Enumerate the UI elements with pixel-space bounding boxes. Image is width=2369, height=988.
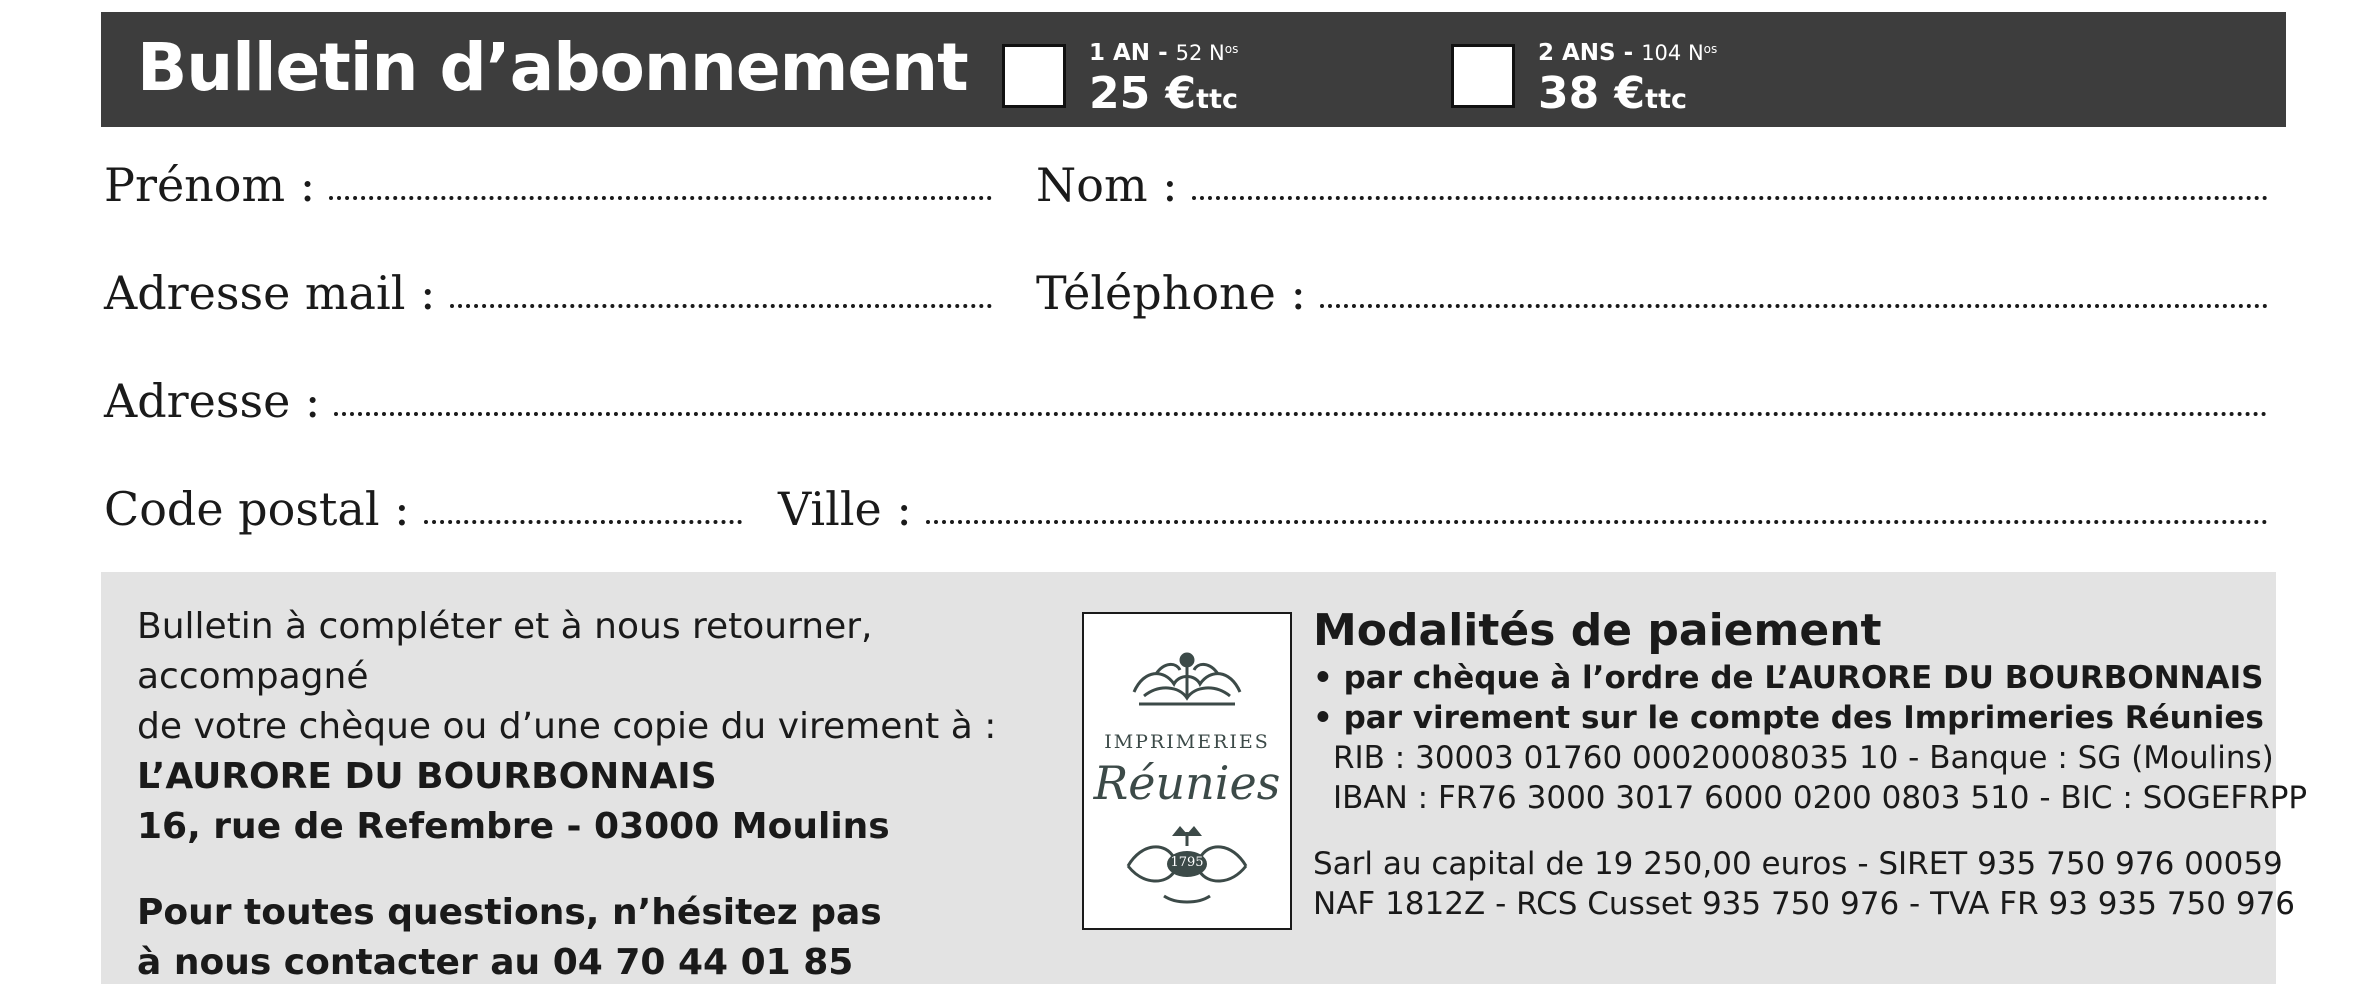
email-line[interactable] — [450, 304, 992, 308]
code-postal-field[interactable] — [104, 472, 742, 536]
telephone-line[interactable] — [1320, 304, 2268, 308]
prenom-line[interactable] — [329, 196, 992, 200]
payment-iban: IBAN : FR76 3000 3017 6000 0200 0803 510 - BIC : SOGEFRPP — [1333, 780, 2308, 816]
email-label: Adresse mail : — [104, 266, 436, 320]
contact-line-2: à nous contacter au 04 70 44 01 85 — [137, 942, 854, 983]
logo-line-1: IMPRIMERIES — [1104, 731, 1270, 753]
legal-line-2: NAF 1812Z - RCS Cusset 935 750 976 - TVA FR 93 935 750 976 — [1313, 886, 2296, 922]
option-1-price-value: 25 € — [1089, 68, 1197, 119]
prenom-field[interactable] — [104, 148, 992, 212]
checkbox-2-years[interactable] — [1451, 44, 1515, 108]
instructions-line-2: de votre chèque ou d’une copie du virement à : — [137, 706, 997, 747]
return-instructions — [137, 602, 1097, 988]
telephone-label: Téléphone : — [1036, 266, 1307, 320]
option-1-duration: 1 AN - — [1089, 40, 1176, 66]
logo-year: 1795 — [1170, 855, 1204, 870]
option-1-price-suffix: ttc — [1196, 84, 1238, 115]
ville-label: Ville : — [778, 482, 912, 536]
option-2-issues-sup: os — [1703, 42, 1718, 56]
payment-cheque: • par chèque à l’ordre de L’AURORE DU BOURBONNAIS — [1313, 660, 2264, 696]
option-2-price — [1538, 68, 1687, 119]
prenom-label: Prénom : — [104, 158, 316, 212]
header-band — [101, 12, 2286, 127]
imprimeries-reunies-logo — [1082, 612, 1292, 930]
option-2-price-value: 38 € — [1538, 68, 1646, 119]
adresse-line[interactable] — [334, 412, 2268, 416]
instructions-line-1: Bulletin à compléter et à nous retourner, accompagné — [137, 606, 873, 697]
payment-title: Modalités de paiement — [1313, 605, 1882, 656]
recipient-name: L’AURORE DU BOURBONNAIS — [137, 756, 717, 797]
option-1-term — [1089, 42, 1238, 65]
email-field[interactable] — [104, 256, 992, 320]
logo-line-2: Réunies — [1093, 756, 1281, 810]
payment-virement: • par virement sur le compte des Imprimeries Réunies — [1313, 700, 2264, 736]
option-1-price — [1089, 68, 1238, 119]
form-title: Bulletin d’abonnement — [137, 29, 968, 106]
option-1-issues: 52 N — [1175, 41, 1225, 65]
footer-panel — [101, 572, 2308, 984]
code-postal-line[interactable] — [424, 520, 742, 524]
option-2-term — [1538, 42, 1717, 65]
adresse-label: Adresse : — [104, 374, 321, 428]
option-2-price-suffix: ttc — [1645, 84, 1687, 115]
option-2-issues: 104 N — [1641, 41, 1704, 65]
ville-field[interactable] — [778, 472, 2268, 536]
contact-line-1: Pour toutes questions, n’hésitez pas — [137, 892, 882, 933]
adresse-field[interactable] — [104, 364, 2268, 428]
nom-label: Nom : — [1036, 158, 1178, 212]
ville-line[interactable] — [926, 520, 2268, 524]
payment-rib: RIB : 30003 01760 00020008035 10 - Banque : SG (Moulins) — [1333, 740, 2274, 776]
code-postal-label: Code postal : — [104, 482, 410, 536]
telephone-field[interactable] — [1036, 256, 2268, 320]
nom-line[interactable] — [1192, 196, 2268, 200]
legal-line-1: Sarl au capital de 19 250,00 euros - SIRET 935 750 976 00059 — [1313, 846, 2283, 882]
payment-section — [1313, 604, 2308, 924]
option-2-duration: 2 ANS - — [1538, 40, 1642, 66]
checkbox-1-year[interactable] — [1002, 44, 1066, 108]
option-1-issues-sup: os — [1224, 42, 1239, 56]
nom-field[interactable] — [1036, 148, 2268, 212]
recipient-address: 16, rue de Refembre - 03000 Moulins — [137, 806, 890, 847]
